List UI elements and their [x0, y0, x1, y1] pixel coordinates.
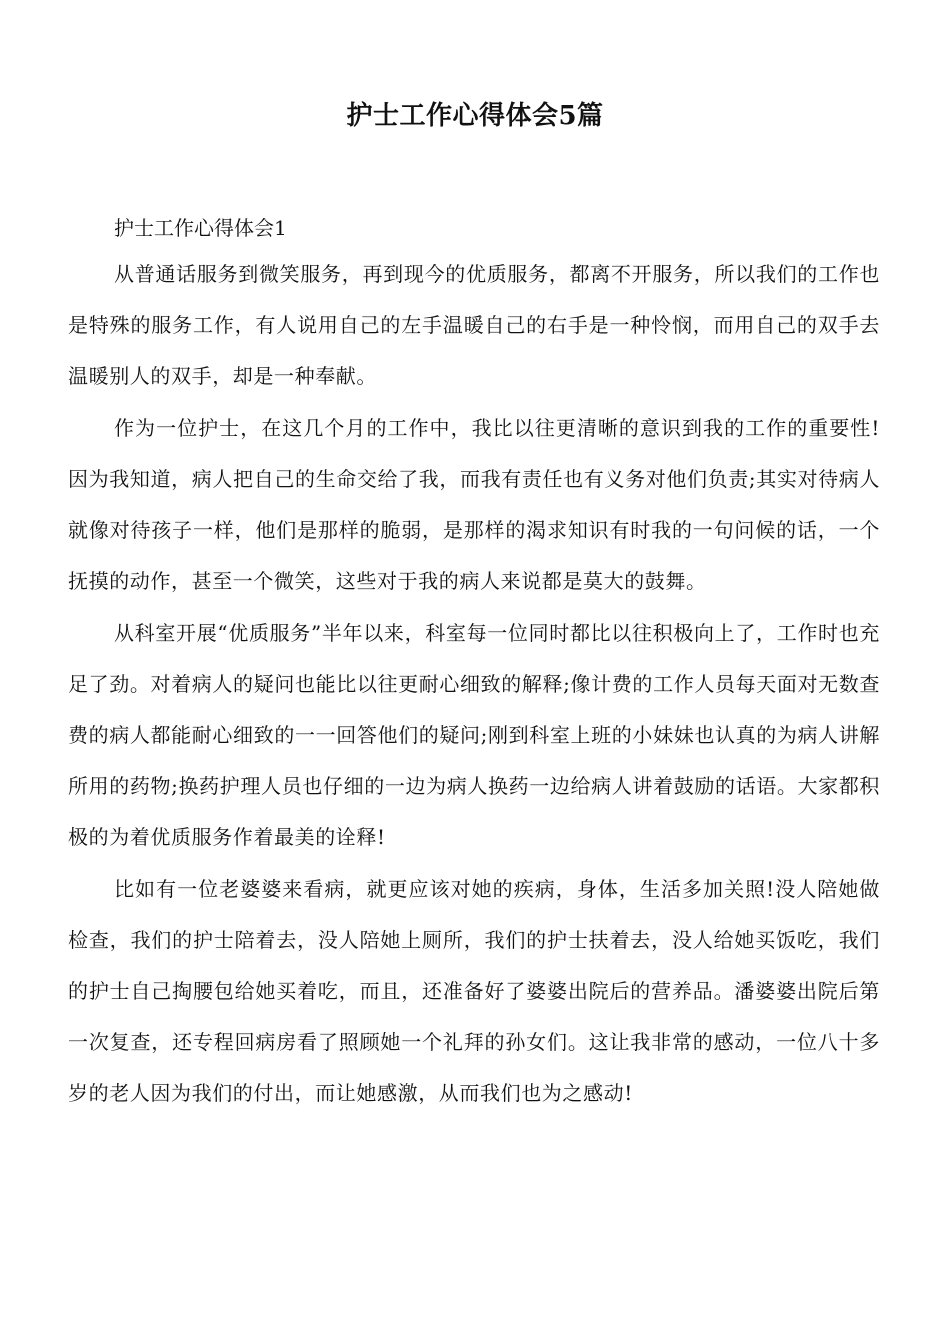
- document-title: 护士工作心得体会5篇: [346, 101, 604, 131]
- document-body: [68, 207, 880, 1120]
- paragraph-2: 作为一位护士，在这几个月的工作中，我比以往更清晰的意识到我的工作的重要性!因为我知道，病人把自己的生命交给了我，而我有责任也有义务对他们负责;其实对待病人就像对待孩子一样，他们是那样的脆弱，是那样的渴求知识有时我的一句问候的话，一个抚摸的动作，甚至一个微笑，这些对于我的病人来说都是莫大的鼓舞。: [68, 416, 880, 593]
- paragraph-3: 从科室开展“优质服务”半年以来，科室每一位同时都比以往积极向上了，工作时也充足了劲。对着病人的疑问也能比以往更耐心细致的解释;像计费的工作人员每天面对无数查费的病人都能耐心细致的一一回答他们的疑问;刚到科室上班的小妹妹也认真的为病人讲解所用的药物;换药护理人员也仔细的一边为病人换药一边给病人讲着鼓励的话语。大家都积极的为着优质服务作着最美的诠释!: [68, 621, 880, 849]
- paragraph-4: 比如有一位老婆婆来看病，就更应该对她的疾病，身体，生活多加关照!没人陪她做检查，我们的护士陪着去，没人陪她上厕所，我们的护士扶着去，没人给她买饭吃，我们的护士自己掏腰包给她买着吃，而且，还准备好了婆婆出院后的营养品。潘婆婆出院后第一次复查，还专程回病房看了照顾她一个礼拜的孙女们。这让我非常的感动，一位八十多岁的老人因为我们的付出，而让她感激，从而我们也为之感动!: [68, 877, 880, 1105]
- section-heading: 护士工作心得体会1: [114, 216, 287, 240]
- paragraph-1: 从普通话服务到微笑服务，再到现今的优质服务，都离不开服务，所以我们的工作也是特殊的服务工作，有人说用自己的左手温暖自己的右手是一种怜悯，而用自己的双手去温暖别人的双手，却是一种奉献。: [68, 262, 880, 388]
